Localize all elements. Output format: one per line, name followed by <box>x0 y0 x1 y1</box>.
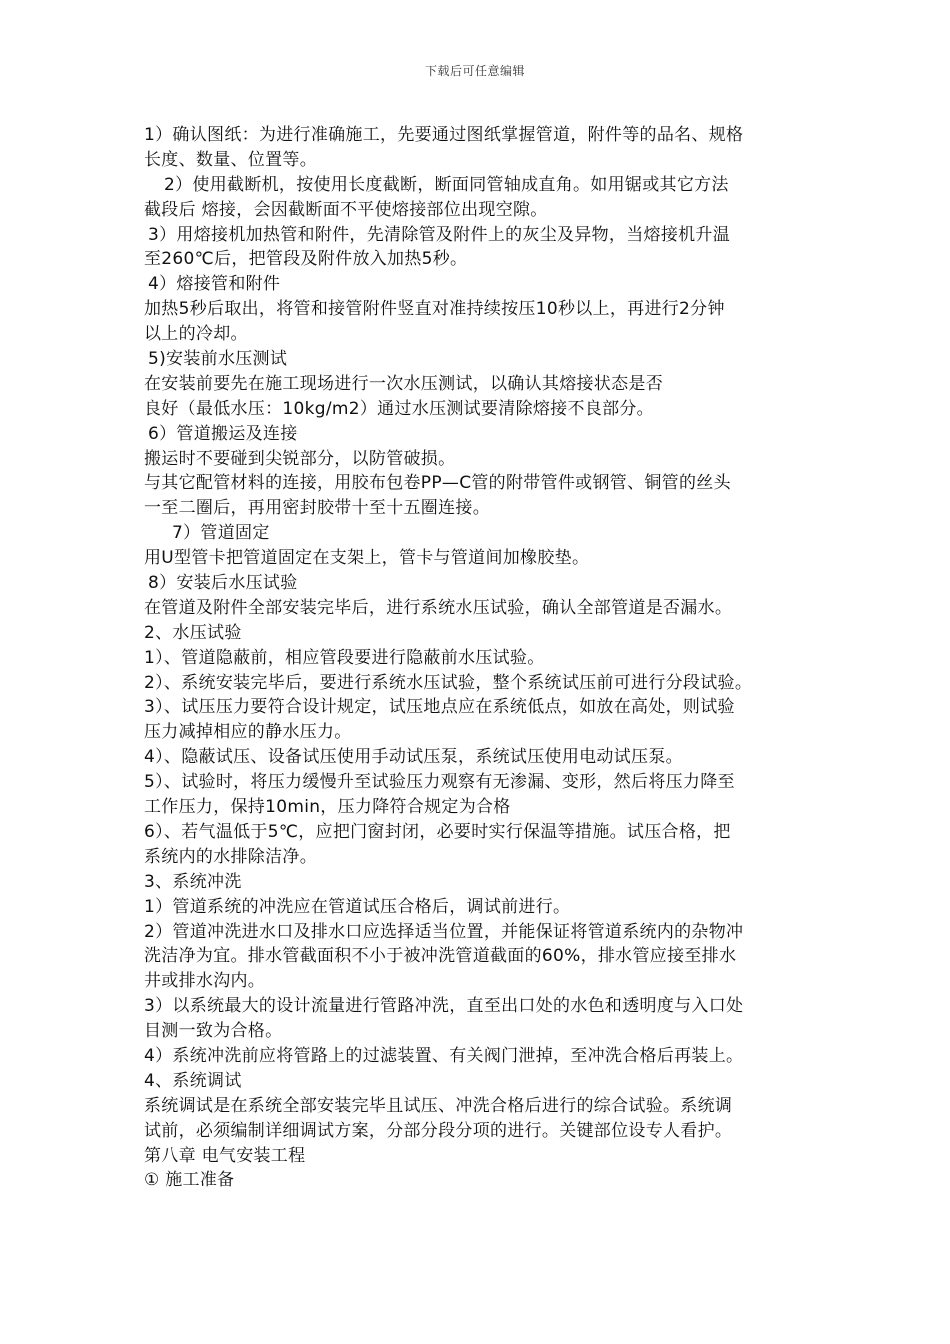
text-line: 截段后 熔接，会因截断面不平使熔接部位出现空隙。 <box>144 199 548 220</box>
text-line: 1）管道系统的冲洗应在管道试压合格后，调试前进行。 <box>144 896 571 917</box>
text-line: 5)安装前水压测试 <box>148 349 288 370</box>
text-line: 1）、管道隐蔽前，相应管段要进行隐蔽前水压试验。 <box>144 647 545 668</box>
text-line: 在安装前要先在施工现场进行一次水压测试，以确认其熔接状态是否 <box>144 373 663 394</box>
text-line: 1）确认图纸：为进行准确施工，先要通过图纸掌握管道，附件等的品名、规格 <box>144 125 744 145</box>
text-line: 在管道及附件全部安装完毕后，进行系统水压试验，确认全部管道是否漏水。 <box>144 597 733 618</box>
text-line: 6）管道搬运及连接 <box>148 423 298 444</box>
text-line: 目测一致为合格。 <box>144 1021 283 1042</box>
text-line: 3、系统冲洗 <box>144 871 242 892</box>
text-line: 3）、试压压力要符合设计规定，试压地点应在系统低点，如放在高处，则试验 <box>144 697 735 718</box>
text-line: 搬运时不要碰到尖锐部分，以防管破损。 <box>144 448 456 469</box>
text-line: 2、水压试验 <box>144 622 242 643</box>
text-line: ① 施工准备 <box>144 1170 235 1191</box>
text-line: 第八章 电气安装工程 <box>144 1145 306 1166</box>
text-line: 以上的冷却。 <box>144 324 248 345</box>
text-line: 6）、若气温低于5℃，应把门窗封闭，必要时实行保温等措施。试压合格，把 <box>144 821 731 842</box>
text-line: 4）熔接管和附件 <box>148 274 281 295</box>
text-line: 3）用熔接机加热管和附件，先清除管及附件上的灰尘及异物，当熔接机升温 <box>148 224 731 245</box>
text-line: 系统内的水排除洁净。 <box>144 846 317 867</box>
text-line: 8）安装后水压试验 <box>148 573 298 594</box>
text-line: 至260℃后，把管段及附件放入加热5秒。 <box>144 249 468 270</box>
text-line: 4）系统冲洗前应将管路上的过滤装置、有关阀门泄掉，至冲洗合格后再装上。 <box>144 1045 744 1066</box>
text-line: 工作压力，保持10min，压力降符合规定为合格 <box>144 797 511 818</box>
text-line: 4、系统调试 <box>144 1070 242 1091</box>
page-header: 下载后可任意编辑 <box>424 64 525 78</box>
text-line: 2）使用截断机，按使用长度截断，断面同管轴成直角。如用锯或其它方法 <box>164 174 729 195</box>
text-line: 洗洁净为宜。排水管截面积不小于被冲洗管道截面的60%，排水管应接至排水 <box>144 946 737 967</box>
text-line: 良好（最低水压：10kg/m2）通过水压测试要清除熔接不良部分。 <box>144 398 654 419</box>
text-line: 试前，必须编制详细调试方案，分部分段分项的进行。关键部位设专人看护。 <box>144 1120 733 1141</box>
document-body <box>144 123 834 1193</box>
text-line: 长度、数量、位置等。 <box>144 149 317 170</box>
text-line: 2）、系统安装完毕后，要进行系统水压试验，整个系统试压前可进行分段试验。 <box>144 672 753 693</box>
text-line: 5）、试验时，将压力缓慢升至试验压力观察有无渗漏、变形，然后将压力降至 <box>144 772 735 793</box>
text-line: 4）、隐蔽试压、设备试压使用手动试压泵，系统试压使用电动试压泵。 <box>144 747 683 768</box>
text-line: 7）管道固定 <box>172 523 270 544</box>
text-line: 压力减掉相应的静水压力。 <box>144 722 352 743</box>
text-line: 3）以系统最大的设计流量进行管路冲洗，直至出口处的水色和透明度与入口处 <box>144 996 744 1017</box>
text-line: 一至二圈后，再用密封胶带十至十五圈连接。 <box>144 498 490 519</box>
text-line: 井或排水沟内。 <box>144 971 266 992</box>
text-line: 加热5秒后取出，将管和接管附件竖直对准持续按压10秒以上，再进行2分钟 <box>144 299 725 320</box>
text-line: 用U型管卡把管道固定在支架上，管卡与管道间加橡胶垫。 <box>144 548 590 569</box>
text-line: 与其它配管材料的连接，用胶布包卷PP—C管的附带管件或钢管、铜管的丝头 <box>144 473 731 494</box>
text-line: 系统调试是在系统全部安装完毕且试压、冲洗合格后进行的综合试验。系统调 <box>144 1095 733 1116</box>
text-line: 2）管道冲洗进水口及排水口应选择适当位置，并能保证将管道系统内的杂物冲 <box>144 921 744 942</box>
